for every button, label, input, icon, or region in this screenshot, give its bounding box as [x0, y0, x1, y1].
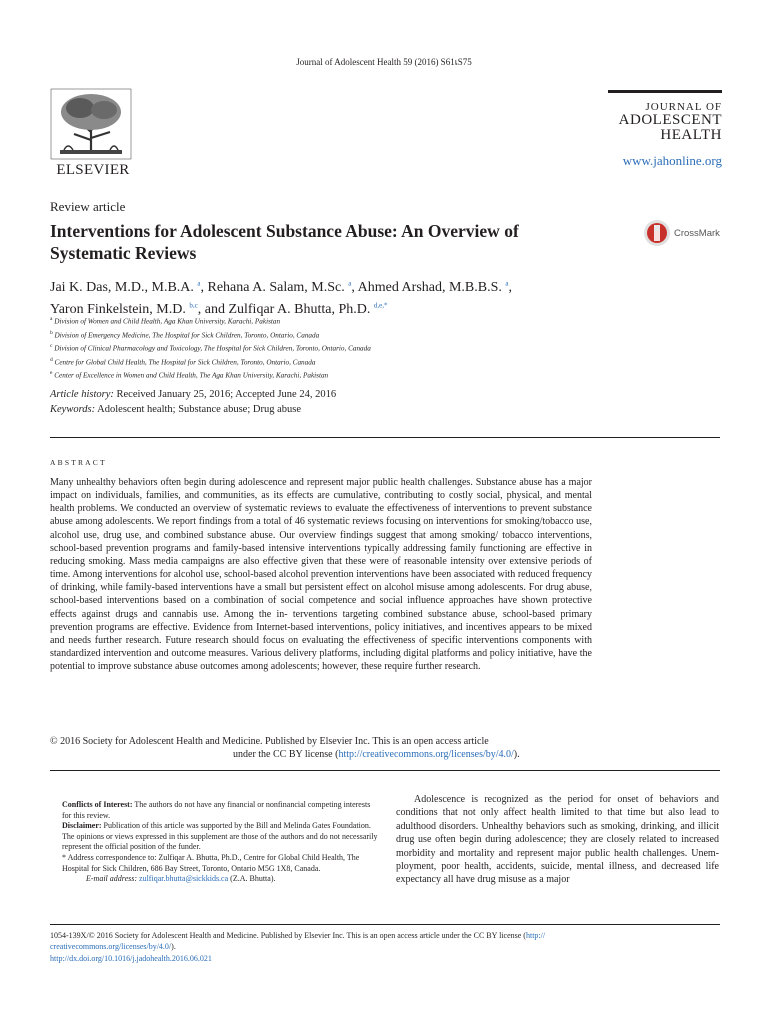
journal-url-link[interactable]: www.jahonline.org: [622, 153, 722, 168]
author-2: Rehana A. Salam, M.Sc. $^a$,: [207, 279, 358, 295]
email-link[interactable]: zulfiqar.bhutta@sickkids.ca: [139, 874, 229, 884]
license-link-footer-cont[interactable]: creativecommons.org/licenses/by/4.0/: [50, 942, 172, 952]
issn-line: 1054-139X/© 2016 Society for Adolescent Health and Medicine. Published by Elsevier Inc. This is an open access article under the CC BY license (http:// creativecommons.org/licenses/by/4.0/).: [50, 931, 546, 952]
author-1: Jai K. Das, M.D., M.B.A. $^a$,: [50, 279, 208, 295]
affiliation-item: $^e$ Center of Excellence in Women and Child Health, The Aga Khan University, Karachi, Pakistan: [50, 370, 329, 380]
article-title: Interventions for Adolescent Substance Abuse: An Overview of Systematic Reviews: [50, 221, 519, 263]
footnotes: [50, 800, 380, 885]
license-link-footer[interactable]: http://: [525, 931, 546, 940]
author-4: Yaron Finkelstein, M.D. $^{b,c}$, and: [50, 301, 229, 318]
author-list: [50, 274, 570, 319]
license-link[interactable]: http://creativecommons.org/licenses/by/4.0/: [338, 749, 514, 761]
keywords-label: Keywords:: [50, 403, 96, 415]
conflicts-footnote: Conflicts of Interest: The authors do not have any financial or nonfinancial competing interests for this review.: [62, 800, 371, 820]
crossmark-icon: [643, 219, 671, 247]
copyright-notice: © 2016 Society for Adolescent Health and Medicine. Published by Elsevier Inc. This is an open access article under the CC BY license (http://creativecommons.org/licenses/by/4.0/).: [50, 736, 520, 761]
introduction-text: Adolescence is recognized as the period for onset of behaviors and conditions that not only affect health limited to that time but also lead to adulthood disorders. Unhealthy behaviors such as smoking, drinking, and illicit drug use often begin during adolescence; they are closely related to increased morbidity and mortality and represent major public health challenges. Unem- ployment, poor health, accidents, suicide, mental illness, and decreased life expectancy all have drug misuse as a major: [396, 794, 719, 886]
abstract-text: Many unhealthy behaviors often begin during adolescence and represent major public health challenges. Substance abuse has a major impact on individuals, families, and communities, as its effects are cumulative, contributing to costly social, physical, and mental health problems. We conducted an overview of systematic reviews to evaluate the effectiveness of interventions to prevent substance abuse among adolescents. We report findings from a total of 46 systematic reviews focusing on interventions for smoking/tobacco use, alcohol use, drug use, and combined substance abuse. Our overview findings suggest that among smoking/ tobacco interventions, school-based prevention programs and family-based intensive interventions typically addressing family functioning are effective in reducing smoking. Mass media campaigns are also effective given that these were of reasonable intensity over extensive periods of time. Among interventions for alcohol use, school-based alcohol prevention interventions have been associated with reduced frequency of drinking, while family-based interventions have a small but persistent effect on alcohol misuse among adolescents. For drug abuse, school-based interventions based on a combination of social competence and social influence approaches have shown protective effects against drugs and cannabis use. Among the in- terventions targeting combined substance abuse, school-based primary prevention programs are effective. Evidence from Internet-based interventions, policy initiatives, and incentives appears to be mixed and needs further research. Future research should focus on evaluating the effectiveness of specific interventions components with standardized intervention and outcome measures. Various delivery platforms, including digital platforms and policy initiative, have the potential to improve substance abuse outcomes among adolescents; however, these require further research.: [50, 477, 592, 673]
elsevier-tree-logo-icon: [50, 88, 132, 160]
affiliation-item: $^d$ Centre for Global Child Health, The Hospital for Sick Children, Toronto, Ontario, Canada: [50, 356, 316, 367]
affiliation-item: $^a$ Division of Women and Child Health, Aga Khan University, Karachi, Pakistan: [50, 316, 281, 326]
article-type: Review article: [50, 199, 126, 214]
divider: [50, 770, 720, 771]
author-5: Zulfiqar A. Bhutta, Ph.D. $^{d,e,*}$: [228, 301, 388, 318]
running-head: Journal of Adolescent Health 59 (2016) S61เS75: [296, 57, 472, 67]
journal-name-line3: HEALTH: [660, 127, 722, 143]
history-label: Article history:: [50, 389, 114, 400]
divider: [50, 437, 720, 438]
author-3: Ahmed Arshad, M.B.B.S. $^a$,: [357, 279, 513, 295]
affiliation-item: $^c$ Division of Clinical Pharmacology and Toxicology, The Hospital for Sick Children, Toronto, Ontario, Canada: [50, 343, 371, 353]
publisher-name: ELSEVIER: [56, 162, 130, 178]
journal-masthead: [608, 90, 722, 169]
affiliation-item: $^b$ Division of Emergency Medicine, The Hospital for Sick Children, Toronto, Ontario, Canada: [50, 329, 320, 339]
disclaimer-footnote: Disclaimer: Publication of this article was supported by the Bill and Melinda Gates Foundation. The opinions or views expressed in this supplement are those of the authors and do not necessarily represent the official position of the funder.: [62, 821, 378, 852]
journal-name-line2: ADOLESCENT: [618, 112, 722, 128]
affiliations: [50, 314, 610, 382]
crossmark-badge[interactable]: [643, 219, 720, 247]
publisher-logo[interactable]: [50, 88, 136, 180]
keywords: Adolescent health; Substance abuse; Drug abuse: [97, 403, 301, 415]
crossmark-label: CrossMark: [674, 227, 720, 239]
doi-link[interactable]: http://dx.doi.org/10.1016/j.jadohealth.2016.06.021: [50, 953, 212, 963]
bottom-footer: [50, 930, 670, 964]
correspondence-footnote: * Address correspondence to: Zulfiqar A. Bhutta, Ph.D., Centre for Global Child Health, The Hospital for Sick Children, 686 Bay Street, Toronto, Ontario M5G 1X8, Canada.: [62, 852, 360, 873]
abstract-heading: ABSTRACT: [50, 458, 107, 467]
history-dates: Received January 25, 2016; Accepted June 24, 2016: [116, 389, 337, 400]
divider: [50, 924, 720, 925]
email-footnote: E-mail address: zulfiqar.bhutta@sickkids.ca (Z.A. Bhutta).: [86, 874, 276, 884]
journal-name-line1: JOURNAL OF: [645, 101, 722, 113]
article-history: [50, 388, 570, 417]
